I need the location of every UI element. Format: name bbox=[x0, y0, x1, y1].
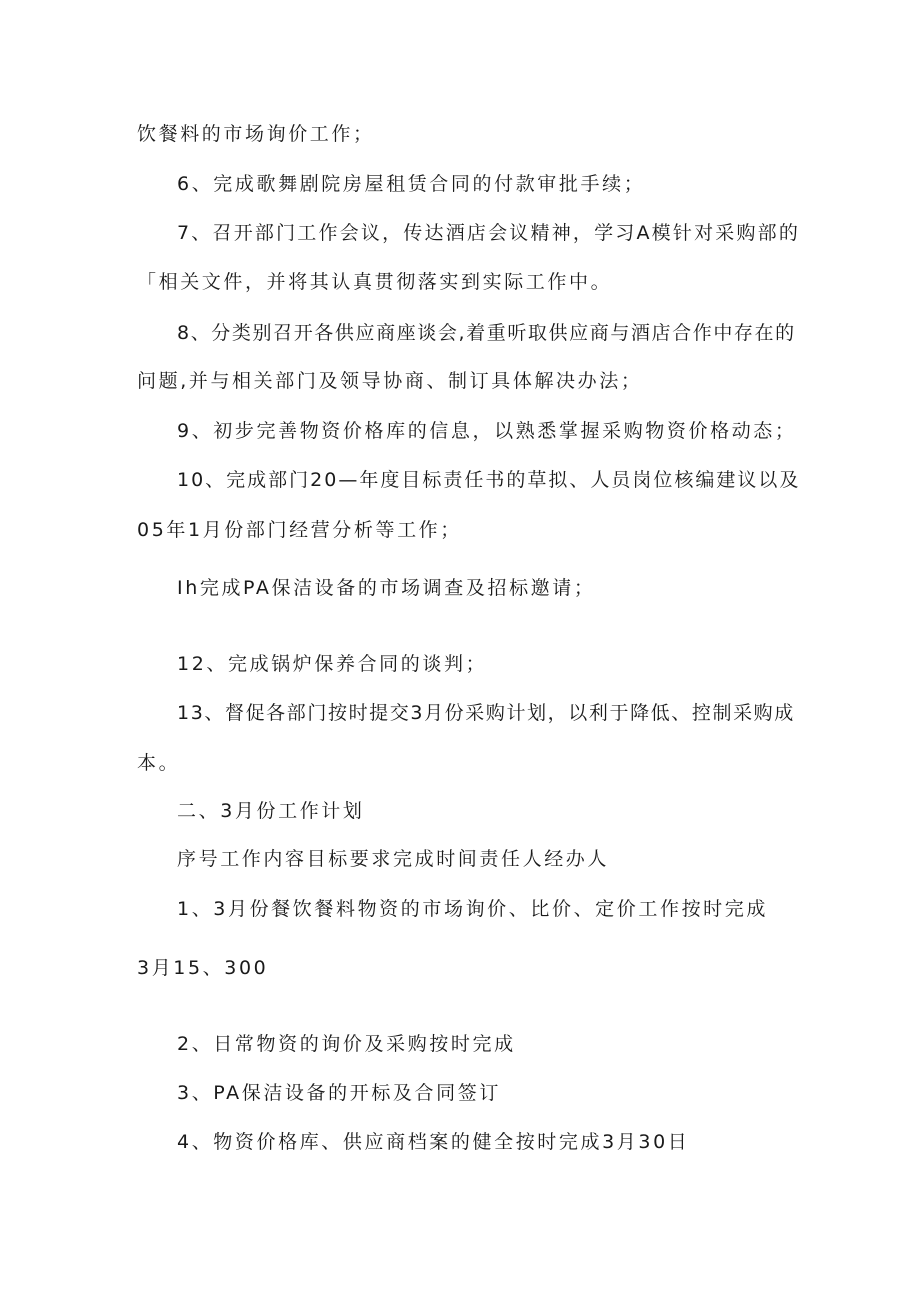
list-item-8: 8、分类别召开各供应商座谈会,着重听取供应商与酒店合作中存在的 bbox=[177, 322, 796, 344]
list-item-7: 7、召开部门工作会议，传达酒店会议精神，学习A模针对采购部的 bbox=[177, 222, 801, 244]
list-item-13: 13、督促各部门按时提交3月份采购计划，以利于降低、控制采购成 bbox=[177, 702, 795, 724]
plan-table-header: 序号工作内容目标要求完成时间责任人经办人 bbox=[177, 848, 610, 870]
list-item-13-continuation: 本。 bbox=[137, 752, 181, 774]
list-item-11: Ih完成PA保洁设备的市场调查及招标邀请； bbox=[177, 577, 596, 599]
plan-item-3: 3、PA保洁设备的开标及合同签订 bbox=[177, 1082, 501, 1104]
section-heading-march-plan: 二、3月份工作计划 bbox=[177, 800, 365, 822]
list-item-6: 6、完成歌舞剧院房屋租赁合同的付款审批手续； bbox=[177, 173, 646, 195]
list-item-8-continuation: 问题,并与相关部门及领导协商、制订具体解决办法； bbox=[137, 370, 643, 392]
paragraph-line-continuation: 饮餐料的市场询价工作； bbox=[137, 123, 375, 145]
list-item-10: 10、完成部门20—年度目标责任书的草拟、人员岗位核编建议以及 bbox=[177, 469, 801, 491]
list-item-12: 12、完成锅炉保养合同的谈判； bbox=[177, 653, 488, 675]
list-item-10-continuation: 05年1月份部门经营分析等工作； bbox=[137, 519, 462, 541]
plan-item-2: 2、日常物资的询价及采购按时完成 bbox=[177, 1033, 516, 1055]
plan-item-1-dates: 3月15、300 bbox=[137, 957, 269, 979]
plan-item-4: 4、物资价格库、供应商档案的健全按时完成3月30日 bbox=[177, 1131, 690, 1153]
list-item-9: 9、初步完善物资价格库的信息，以熟悉掌握采购物资价格动态； bbox=[177, 420, 797, 442]
plan-item-1: 1、3月份餐饮餐料物资的市场询价、比价、定价工作按时完成 bbox=[177, 898, 768, 920]
list-item-7-continuation: 「相关文件，并将其认真贯彻落实到实际工作中。 bbox=[137, 271, 613, 293]
